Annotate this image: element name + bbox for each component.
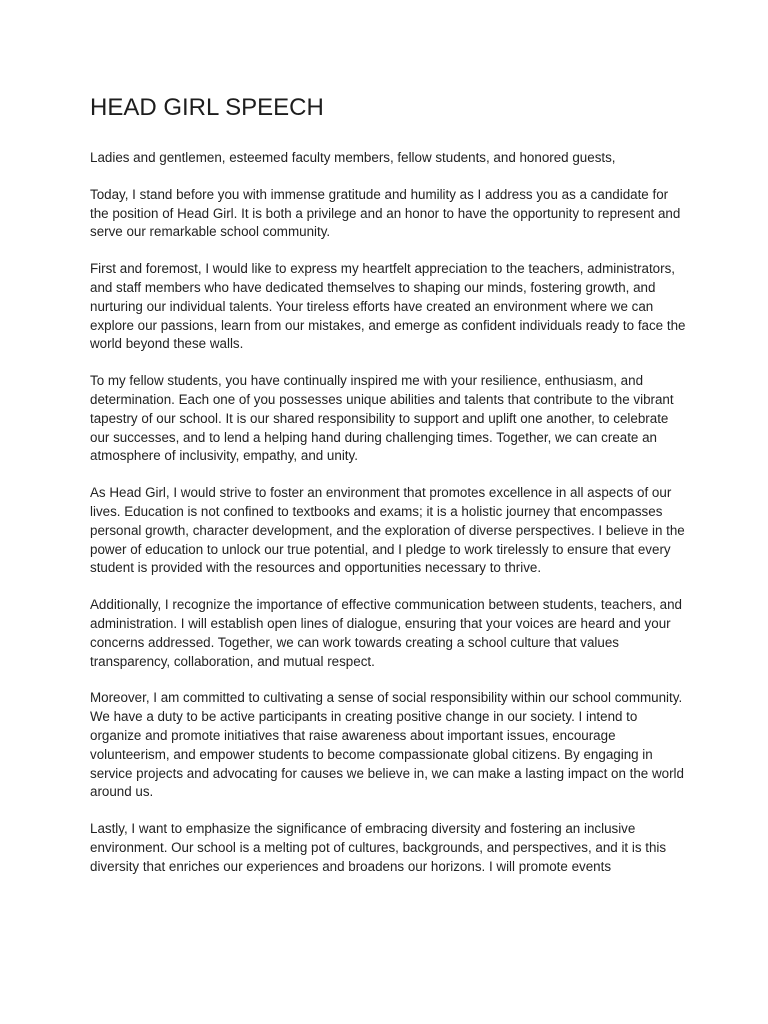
paragraph-appreciation: First and foremost, I would like to express my heartfelt appreciation to the teachers, administrators, and staff members who have dedicated themselves to shaping our minds, fostering growth, and nurturing our individual talents. Your tireless efforts have created an environment where we can explore our passions, learn from our mistakes, and emerge as confident individuals ready to face the world beyond these walls. [90,261,686,352]
paragraph-communication: Additionally, I recognize the importance of effective communication between students, teachers, and administration. I will establish open lines of dialogue, ensuring that your voices are heard and your concerns addressed. Together, we can work towards creating a school culture that values transparency, collaboration, and mutual respect. [90,597,683,669]
paragraph-excellence: As Head Girl, I would strive to foster an environment that promotes excellence in all aspects of our lives. Education is not confined to textbooks and exams; it is a holistic journey that encompasses personal growth, character development, and the exploration of diverse perspectives. I believe in the power of education to unlock our true potential, and I pledge to work tirelessly to ensure that every student is provided with the resources and opportunities necessary to thrive. [90,485,685,576]
paragraph-diversity: Lastly, I want to emphasize the significance of embracing diversity and fostering an inclusive environment. Our school is a melting pot of cultures, backgrounds, and perspectives, and it is this diversity that enriches our experiences and broadens our horizons. I will promote events [90,821,667,874]
paragraph-social-responsibility: Moreover, I am committed to cultivating a sense of social responsibility within our school community. We have a duty to be active participants in creating positive change in our society. I intend to organize and promote initiatives that raise awareness about important issues, encourage volunteerism, and empower students to become compassionate global citizens. By engaging in service projects and advocating for causes we believe in, we can make a lasting impact on the world around us. [90,690,684,800]
paragraph-salutation: Ladies and gentlemen, esteemed faculty members, fellow students, and honored guests, [90,150,616,165]
paragraph-fellow-students: To my fellow students, you have continually inspired me with your resilience, enthusiasm, and determination. Each one of you possesses unique abilities and talents that contribute to the vibrant tapestry of our school. It is our shared responsibility to support and uplift one another, to celebrate our successes, and to lend a helping hand during challenging times. Together, we can create an atmosphere of inclusivity, empathy, and unity. [90,373,674,464]
document-body [90,93,690,895]
paragraph-introduction: Today, I stand before you with immense gratitude and humility as I address you as a candidate for the position of Head Girl. It is both a privilege and an honor to have the opportunity to represent and serve our remarkable school community. [90,186,681,240]
document-title: HEAD GIRL SPEECH [90,94,324,121]
